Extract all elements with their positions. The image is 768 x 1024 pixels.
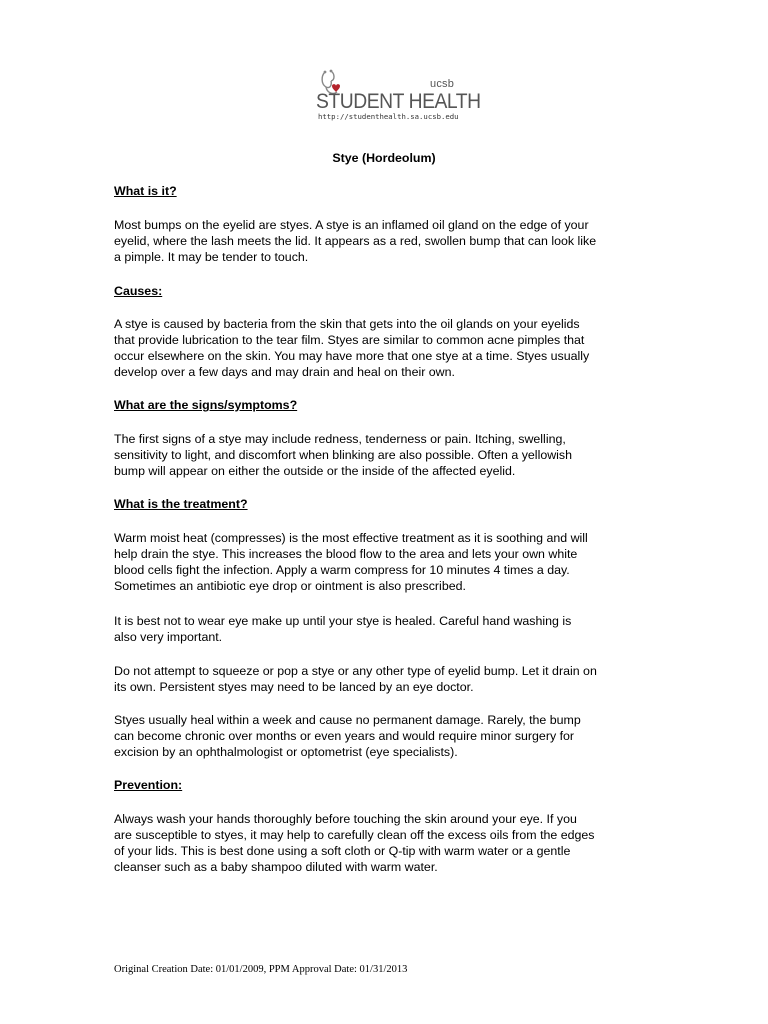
document-title: Stye (Hordeolum) (332, 151, 436, 165)
paragraph-what-is-it (114, 217, 674, 265)
logo-url-text: http://studenthealth.sa.ucsb.edu (318, 112, 459, 121)
student-health-logo (312, 68, 481, 124)
paragraph-treatment-1 (114, 530, 674, 594)
paragraph-line: excision by an ophthalmologist or optometrist (eye specialists). (114, 745, 458, 759)
paragraph-line: Sometimes an antibiotic eye drop or ointment is also prescribed. (114, 579, 466, 593)
paragraph-line: are susceptible to styes, it may help to carefully clean off the excess oils from the edges (114, 828, 595, 842)
paragraph-line: sensitivity to light, and discomfort when blinking are also possible. Often a yellowish (114, 448, 572, 462)
paragraph-line: Warm moist heat (compresses) is the most effective treatment as it is soothing and will (114, 531, 588, 545)
heading-treatment: What is the treatment? (114, 497, 248, 511)
paragraph-line: bump will appear on either the outside or the inside of the affected eyelid. (114, 464, 516, 478)
paragraph-line: Styes usually heal within a week and cause no permanent damage. Rarely, the bump (114, 713, 581, 727)
heading-prevention: Prevention: (114, 778, 183, 792)
paragraph-treatment-3 (114, 663, 674, 695)
paragraph-line: that provide lubrication to the tear film. Styes are similar to common acne pimples that (114, 333, 585, 347)
paragraph-line: It is best not to wear eye make up until your stye is healed. Careful hand washing is (114, 614, 572, 628)
paragraph-line: A stye is caused by bacteria from the skin that gets into the oil glands on your eyelids (114, 317, 580, 331)
logo-ucsb-text: ucsb (430, 78, 455, 90)
paragraph-line: develop over a few days and may drain and heal on their own. (114, 365, 455, 379)
paragraph-line: Most bumps on the eyelid are styes. A stye is an inflamed oil gland on the edge of your (114, 218, 589, 232)
paragraph-line: a pimple. It may be tender to touch. (114, 250, 309, 264)
paragraph-treatment-4 (114, 712, 674, 760)
paragraph-line: also very important. (114, 630, 223, 644)
paragraph-treatment-2 (114, 613, 674, 645)
paragraph-signs-symptoms (114, 431, 674, 479)
paragraph-line: blood cells fight the infection. Apply a warm compress for 10 minutes 4 times a day. (114, 563, 570, 577)
paragraph-line: Always wash your hands thoroughly before touching the skin around your eye. If you (114, 812, 577, 826)
paragraph-line: The first signs of a stye may include redness, tenderness or pain. Itching, swelling, (114, 432, 566, 446)
paragraph-line: its own. Persistent styes may need to be lanced by an eye doctor. (114, 680, 474, 694)
logo-student-health-text: STUDENT HEALTH (316, 90, 481, 113)
paragraph-prevention (114, 811, 674, 875)
heading-what-is-it: What is it? (114, 184, 177, 198)
paragraph-causes (114, 316, 674, 380)
paragraph-line: Do not attempt to squeeze or pop a stye or any other type of eyelid bump. Let it drain on (114, 664, 597, 678)
heading-causes: Causes: (114, 284, 163, 298)
paragraph-line: of your lids. This is best done using a soft cloth or Q-tip with warm water or a gentle (114, 844, 571, 858)
paragraph-line: eyelid, where the lash meets the lid. It appears as a red, swollen bump that can look like (114, 234, 597, 248)
paragraph-line: help drain the stye. This increases the blood flow to the area and lets your own white (114, 547, 578, 561)
heading-signs-symptoms: What are the signs/symptoms? (114, 398, 298, 412)
document-footer: Original Creation Date: 01/01/2009, PPM Approval Date: 01/31/2013 (114, 964, 408, 975)
paragraph-line: can become chronic over months or even years and would require minor surgery for (114, 729, 575, 743)
paragraph-line: cleanser such as a baby shampoo diluted with warm water. (114, 860, 438, 874)
paragraph-line: occur elsewhere on the skin. You may have more that one stye at a time. Styes usually (114, 349, 590, 363)
